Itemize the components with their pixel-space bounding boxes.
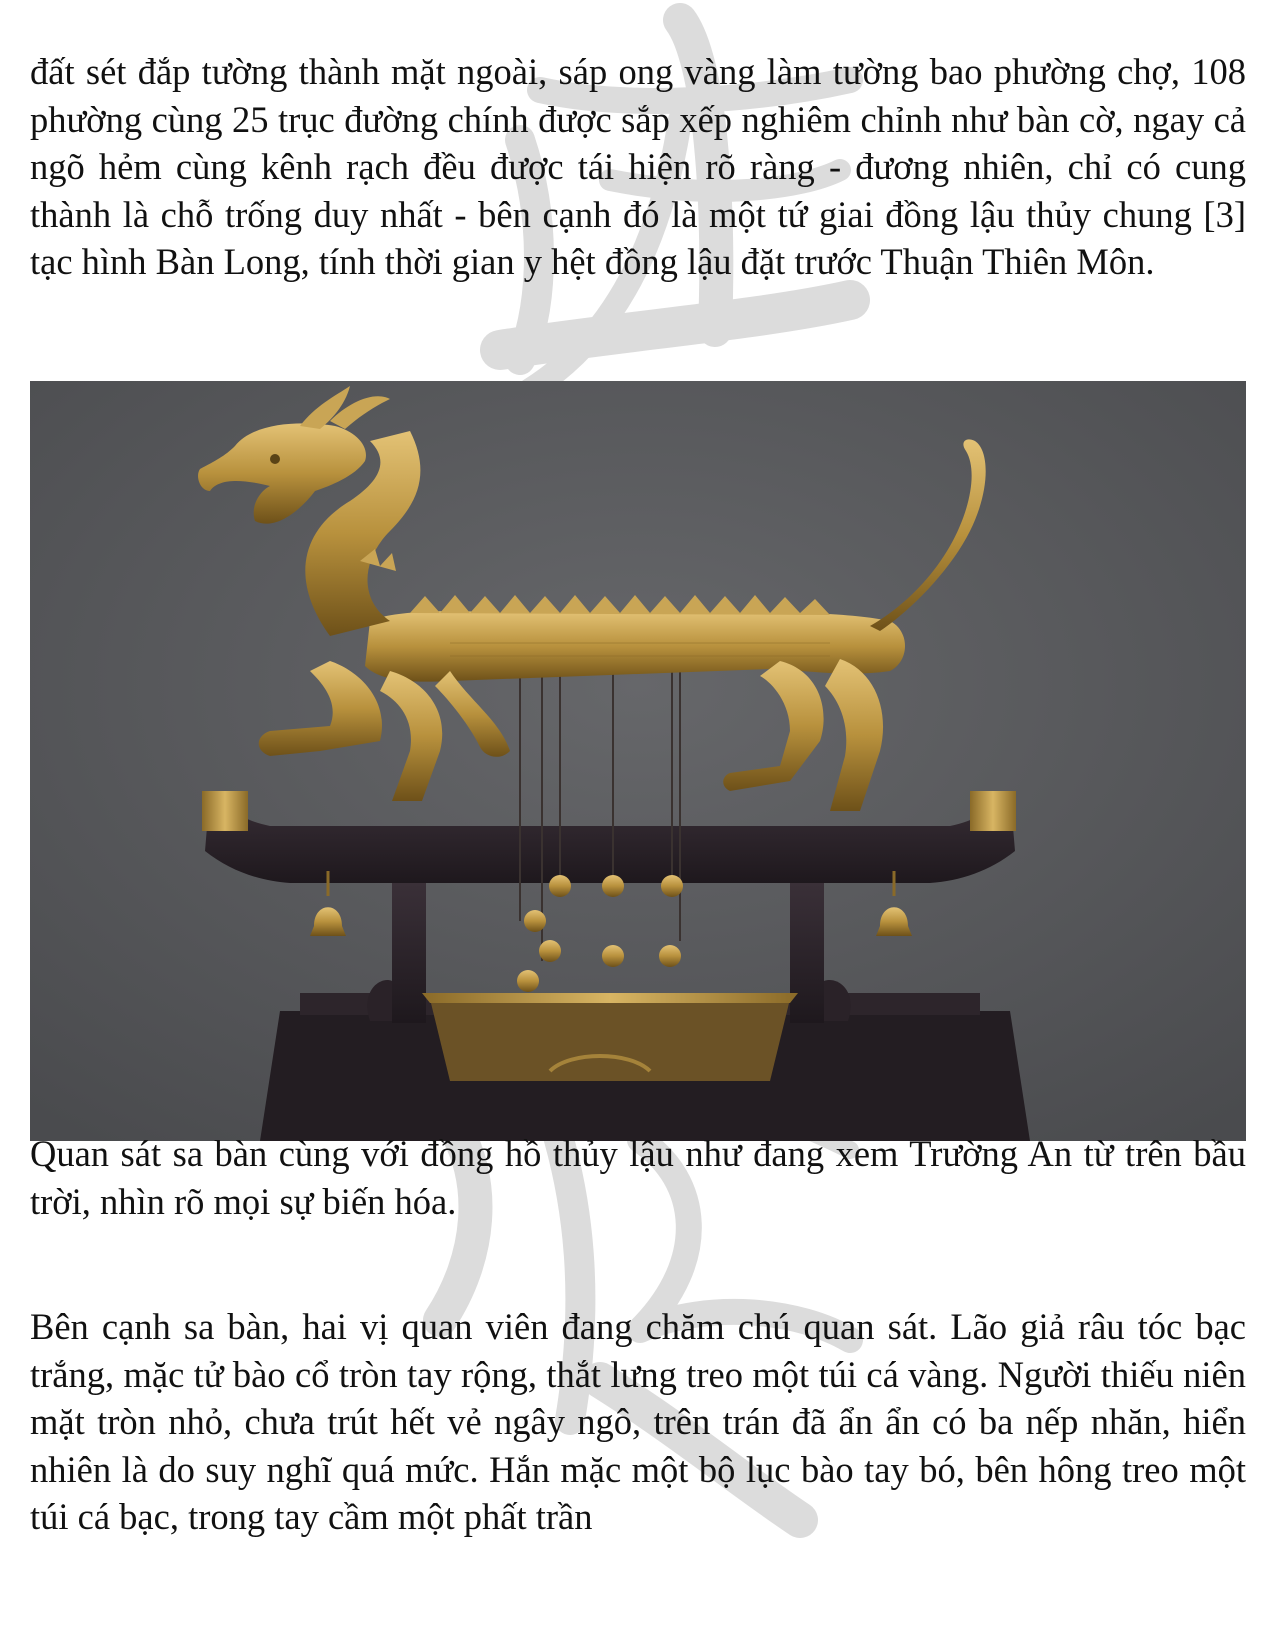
paragraph-3: Bên cạnh sa bàn, hai vị quan viên đang chăm chú quan sát. Lão giả râu tóc bạc trắng, mặc tử bào cổ tròn tay rộng, thắt lưng treo một túi cá vàng. Người thiếu niên mặt tròn nhỏ, chưa trút hết vẻ ngây ngô, trên trán đã ẩn ẩn có ba nếp nhăn, hiển nhiên là do suy nghĩ quá mức. Hắn mặc một bộ lục bào tay bó, bên hông treo một túi cá bạc, trong tay cầm một phất trần [30, 1306, 1246, 1537]
paragraph-1: đất sét đắp tường thành mặt ngoài, sáp ong vàng làm tường bao phường chợ, 108 phường cùng 25 trục đường chính được sắp xếp nghiêm chỉnh như bàn cờ, ngay cả ngõ hẻm cùng kênh rạch đều được tái hiện rõ ràng - đương nhiên, chỉ có cung thành là chỗ trống duy nhất - bên cạnh đó là một tứ giai đồng lậu thủy chung [3] tạc hình Bàn Long, tính thời gian y hệt đồng lậu đặt trước Thuận Thiên Môn. [30, 51, 1246, 282]
dragon-water-clock-image [30, 381, 1246, 1141]
paragraph-2: Quan sát sa bàn cùng với đồng hồ thủy lậu như đang xem Trường An từ trên bầu trời, nhìn rõ mọi sự biến hóa. [30, 1133, 1246, 1222]
